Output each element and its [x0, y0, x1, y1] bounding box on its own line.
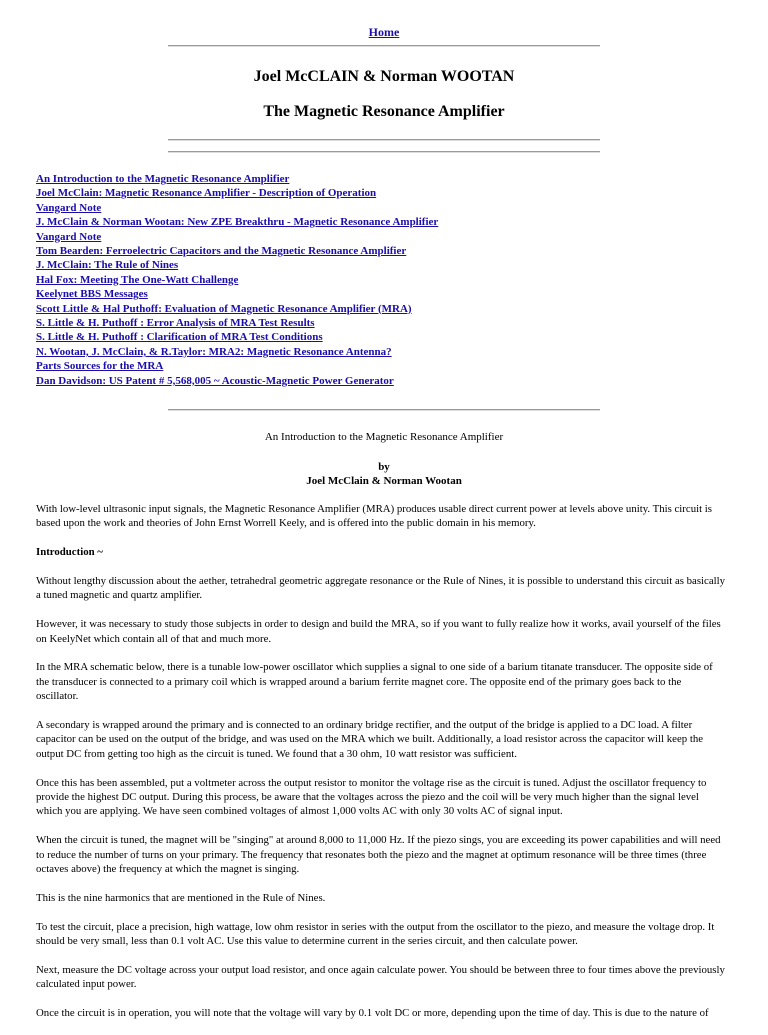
toc-link[interactable]: Parts Sources for the MRA	[36, 360, 164, 373]
toc-link[interactable]: S. Little & H. Puthoff : Clarification of MRA Test Conditions	[36, 331, 323, 344]
toc-link[interactable]: J. McClain & Norman Wootan: New ZPE Breakthru - Magnetic Resonance Amplifier	[36, 216, 439, 229]
divider-3	[168, 409, 600, 411]
toc-link[interactable]: Scott Little & Hal Puthoff: Evaluation of Magnetic Resonance Amplifier (MRA)	[36, 302, 412, 315]
toc-link[interactable]: Vangard Note	[36, 201, 102, 214]
divider-2	[168, 151, 600, 153]
paragraph: In the MRA schematic below, there is a tunable low-power oscillator which supplies a signal to one side of a barium titanate transducer. The opposite side of the transducer is connected to a primary coil which is wrapped around a barium ferrite magnet core. The opposite end of the primary goes back to the oscillator.	[36, 661, 713, 703]
toc-link[interactable]: Hal Fox: Meeting The One-Watt Challenge	[36, 273, 239, 286]
section-heading: Introduction ~	[36, 546, 103, 559]
toc-link[interactable]: Joel McClain: Magnetic Resonance Amplifier - Description of Operation	[36, 187, 377, 200]
toc-link[interactable]: S. Little & H. Puthoff : Error Analysis of MRA Test Results	[36, 317, 315, 330]
paragraph: This is the nine harmonics that are mentioned in the Rule of Nines.	[36, 891, 326, 904]
paragraph: With low-level ultrasonic input signals, the Magnetic Resonance Amplifier (MRA) produces usable direct current power at levels above unity. This circuit is based upon the work and theories of John Ernst Worrell Keely, and is offered into the public domain in his memory.	[36, 503, 712, 530]
divider-top	[168, 45, 600, 47]
paragraph: When the circuit is tuned, the magnet will be "singing" at around 8,000 to 11,000 Hz. If the piezo sings, you are exceeding its power capabilities and will need to reduce the number of turns on your primary. The frequency that resonates both the piezo and the magnet at optimum resonance will be three times (three octaves above) the frequency at which the magnet is singing.	[36, 834, 721, 876]
paragraph: Next, measure the DC voltage across your output load resistor, and once again calculate power. You should be between three to four times above the previously calculated input power.	[36, 963, 725, 991]
home-nav	[0, 25, 768, 40]
paragraph: Once the circuit is in operation, you will note that the voltage will vary by 0.1 volt DC or more, depending upon the time of day. This is due to the nature of	[36, 1007, 709, 1020]
article-body	[36, 502, 726, 1035]
page-title: The Magnetic Resonance Amplifier	[263, 103, 505, 120]
paragraph: However, it was necessary to study those subjects in order to design and build the MRA, so if you want to fully realize how it works, avail yourself of the files on KeelyNet which contain all of that and much more.	[36, 618, 721, 645]
paragraph: A secondary is wrapped around the primary and is connected to an ordinary bridge rectifier, and the output of the bridge is applied to a DC load. A filter capacitor can be used on the output of the bridge, and was used on the MRA which we built. Additionally, a load resistor across the capacitor will keep the output DC from getting too high as the circuit is tuned. We found that a 30 ohm, 10 watt resistor was sufficient.	[36, 719, 704, 760]
toc-link[interactable]: J. McClain: The Rule of Nines	[36, 259, 179, 272]
article-heading: An Introduction to the Magnetic Resonance Amplifier	[264, 431, 504, 443]
toc-link[interactable]: Vangard Note	[36, 230, 102, 243]
toc-link[interactable]: Tom Bearden: Ferroelectric Capacitors and the Magnetic Resonance Amplifier	[36, 245, 407, 258]
toc-link[interactable]: Keelynet BBS Messages	[36, 288, 148, 301]
toc-link[interactable]: Dan Davidson: US Patent # 5,568,005 ~ Acoustic-Magnetic Power Generator	[36, 374, 394, 387]
page-title-authors: Joel McCLAIN & Norman WOOTAN	[253, 68, 515, 85]
toc-link[interactable]: An Introduction to the Magnetic Resonance Amplifier	[36, 173, 290, 185]
article-authors: Joel McClain & Norman Wootan	[306, 475, 462, 487]
home-link[interactable]: Home	[368, 25, 400, 39]
paragraph: Once this has been assembled, put a voltmeter across the output resistor to monitor the voltage rise as the circuit is tuned. Adjust the oscillator frequency to provide the highest DC output. During this process, be aware that the voltages across the piezo and the coil will be very much higher than the signal level which you are applying. We have seen combined voltages of almost 1,000 volts AC with only 30 volts AC of signal input.	[36, 776, 707, 818]
toc-link[interactable]: N. Wootan, J. McClain, & R.Taylor: MRA2: Magnetic Resonance Antenna?	[36, 345, 392, 358]
divider-1	[168, 139, 600, 141]
paragraph: Without lengthy discussion about the aether, tetrahedral geometric aggregate resonance or the Rule of Nines, it is possible to understand this circuit as basically a tuned magnetic and quartz amplifier.	[36, 575, 726, 602]
table-of-contents	[36, 172, 438, 388]
paragraph: To test the circuit, place a precision, high wattage, low ohm resistor in series with the output from the oscillator to the piezo, and measure the voltage drop. It should be very small, less than 0.1 volt AC. Use this value to determine current in the series circuit, and then calculate power.	[36, 920, 715, 948]
article-by: by	[378, 461, 390, 473]
